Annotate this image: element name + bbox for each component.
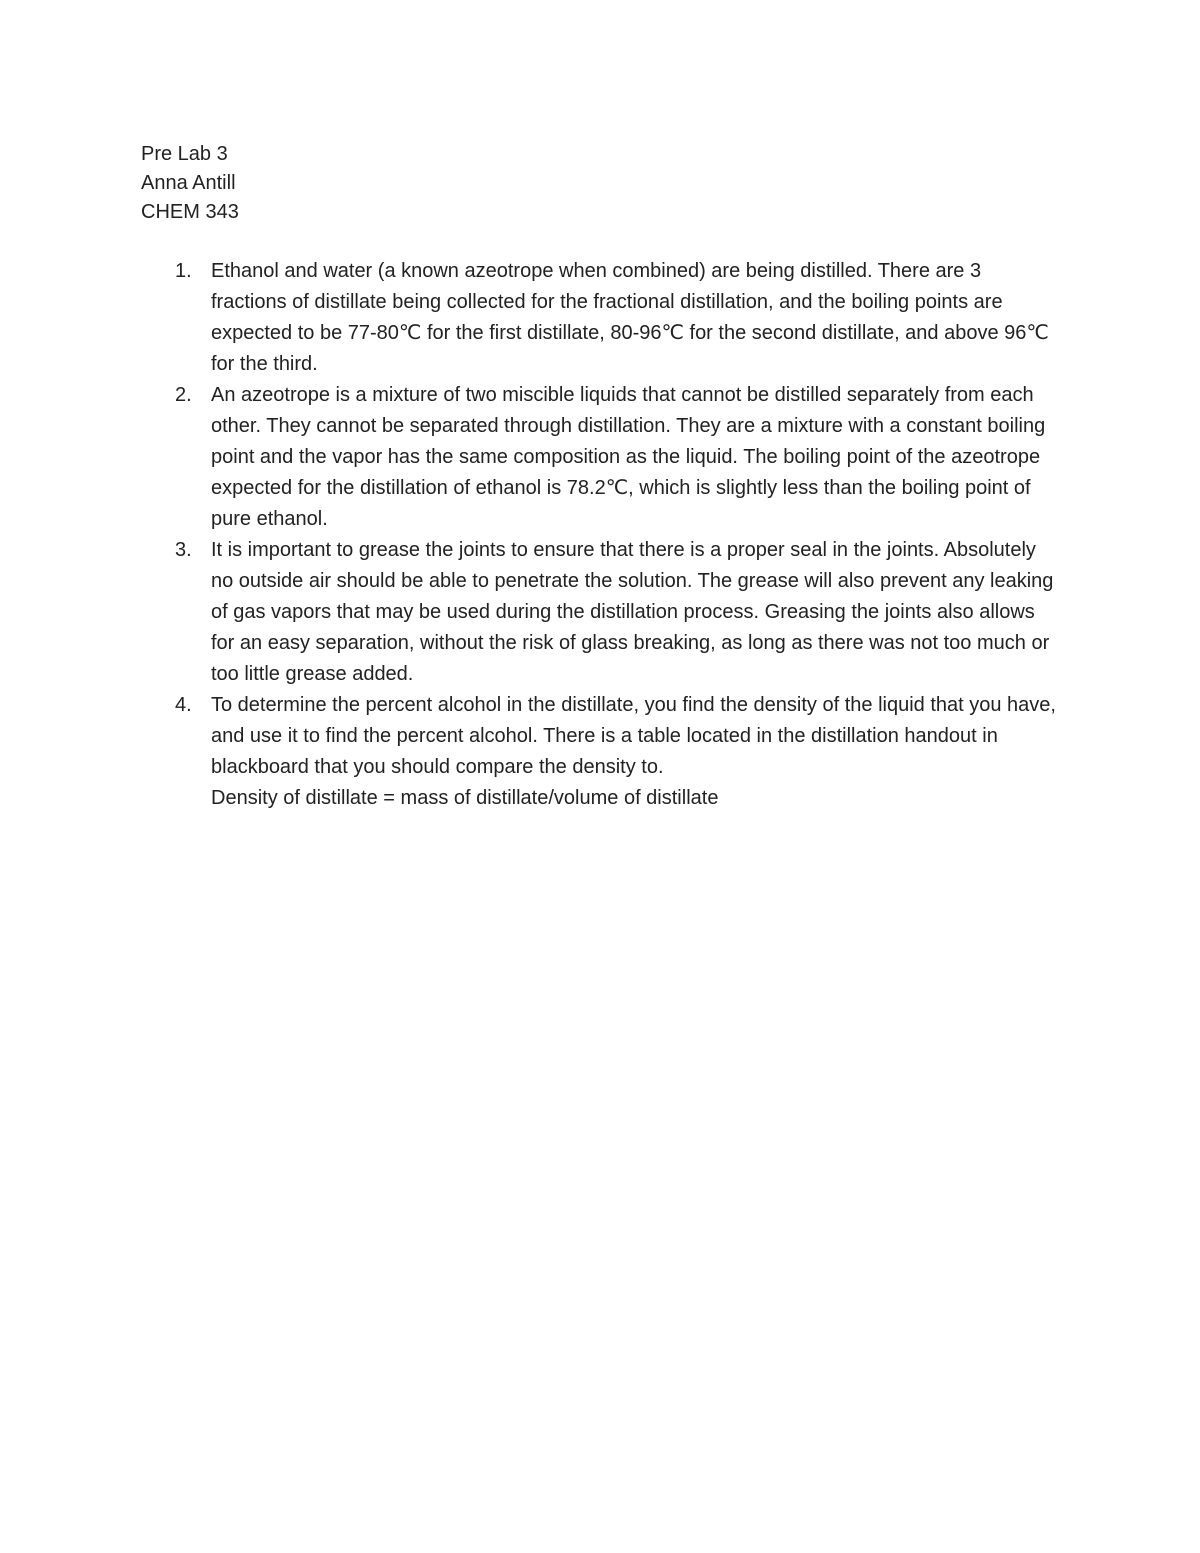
answer-number: 2. xyxy=(175,384,192,406)
answer-item-4 xyxy=(141,690,1061,814)
document-title: Pre Lab 3 xyxy=(141,143,228,165)
answer-list xyxy=(141,256,1061,814)
answer-text: To determine the percent alcohol in the distillate, you find the density of the liquid that you have, and use it to find the percent alcohol. There is a table located in the distillation handout in blackboard that you should compare the density to. xyxy=(211,694,1056,778)
answer-number: 4. xyxy=(175,694,192,716)
answer-text: Ethanol and water (a known azeotrope when combined) are being distilled. There are 3 fractions of distillate being collected for the fractional distillation, and the boiling points are expected to be 77-80℃ for the first distillate, 80-96℃ for the second distillate, and above 96℃ for the third. xyxy=(211,260,1049,375)
density-formula: Density of distillate = mass of distillate/volume of distillate xyxy=(211,787,719,809)
answer-item-1 xyxy=(141,256,1061,380)
answer-item-2 xyxy=(141,380,1061,535)
answer-number: 1. xyxy=(175,260,192,282)
course-code: CHEM 343 xyxy=(141,201,239,223)
document-header xyxy=(141,140,239,227)
answer-number: 3. xyxy=(175,539,192,561)
answer-item-3 xyxy=(141,535,1061,690)
answer-text: An azeotrope is a mixture of two miscible liquids that cannot be distilled separately from each other. They cannot be separated through distillation. They are a mixture with a constant boiling point and the vapor has the same composition as the liquid. The boiling point of the azeotrope expected for the distillation of ethanol is 78.2℃, which is slightly less than the boiling point of pure ethanol. xyxy=(211,384,1046,530)
author-name: Anna Antill xyxy=(141,172,236,194)
answer-text: It is important to grease the joints to ensure that there is a proper seal in the joints. Absolutely no outside air should be able to penetrate the solution. The grease will also prevent any leaking of gas vapors that may be used during the distillation process. Greasing the joints also allows for an easy separation, without the risk of glass breaking, as long as there was not too much or too little grease added. xyxy=(211,539,1054,685)
